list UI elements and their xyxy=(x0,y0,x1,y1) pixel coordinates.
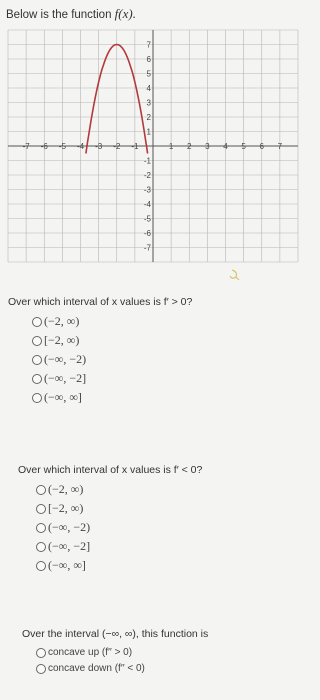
x-tick-label: -2 xyxy=(113,142,121,151)
q1-option-4[interactable] xyxy=(32,369,86,388)
x-tick-label: -7 xyxy=(22,142,30,151)
q1-option-3-label: (−∞, −2) xyxy=(44,352,87,366)
q2-option-5[interactable] xyxy=(36,556,90,575)
function-graph xyxy=(0,24,312,296)
y-tick-label: 7 xyxy=(146,40,151,50)
question-1-text: Over which interval of x values is f′ > 0? xyxy=(8,296,193,308)
x-tick-label: 6 xyxy=(259,142,264,151)
x-tick-label: -4 xyxy=(76,142,85,151)
q1-option-5-label: (−∞, ∞] xyxy=(44,390,82,404)
y-tick-label: 4 xyxy=(146,84,151,93)
question-2-text: Over which interval of x values is f′ < 0? xyxy=(18,464,203,476)
y-tick-label: 1 xyxy=(146,127,151,137)
q2-option-1-label: (−2, ∞) xyxy=(48,482,84,496)
q1-option-3[interactable] xyxy=(32,350,86,369)
q1-option-4-label: (−∞, −2] xyxy=(44,371,87,385)
q3-option-1-label: concave up (f′′ > 0) xyxy=(48,647,133,658)
x-tick-label: 2 xyxy=(187,142,192,151)
radio-icon[interactable] xyxy=(32,336,42,346)
radio-icon[interactable] xyxy=(32,374,42,384)
q2-option-5-label: (−∞, ∞] xyxy=(48,558,86,572)
y-tick-label: -5 xyxy=(143,214,151,224)
q1-option-2-label: [−2, ∞) xyxy=(44,333,80,347)
q2-option-4[interactable] xyxy=(36,537,90,556)
q3-option-2-label: concave down (f′′ < 0) xyxy=(48,663,145,674)
question-2-options xyxy=(36,480,90,575)
radio-icon[interactable] xyxy=(36,664,46,674)
x-tick-label: -5 xyxy=(58,142,66,151)
q3-option-2[interactable] xyxy=(36,661,145,677)
question-1-options xyxy=(32,312,86,407)
pencil-icon[interactable] xyxy=(230,270,239,280)
radio-icon[interactable] xyxy=(36,485,46,495)
y-tick-label: -3 xyxy=(143,185,151,195)
radio-icon[interactable] xyxy=(36,504,46,514)
y-tick-label: -4 xyxy=(143,200,151,209)
question-3-text: Over the interval (−∞, ∞), this function is xyxy=(22,628,209,640)
x-tick-label: -3 xyxy=(95,142,103,151)
q2-option-4-label: (−∞, −2] xyxy=(48,539,91,553)
x-tick-label: 3 xyxy=(205,142,210,151)
question-3-options xyxy=(36,645,145,677)
q2-option-3[interactable] xyxy=(36,518,90,537)
intro-text xyxy=(6,6,136,22)
y-tick-label: 2 xyxy=(146,113,151,122)
y-tick-label: -7 xyxy=(143,243,151,253)
x-tick-label: -6 xyxy=(40,142,48,151)
q3-option-1[interactable] xyxy=(36,645,145,661)
x-tick-label: 1 xyxy=(168,142,174,151)
radio-icon[interactable] xyxy=(32,317,42,327)
intro-function: f(x). xyxy=(114,6,136,21)
q1-option-1[interactable] xyxy=(32,312,86,331)
x-tick-label: 7 xyxy=(277,142,283,151)
y-tick-label: 5 xyxy=(146,69,151,79)
x-tick-label: 5 xyxy=(241,142,246,151)
y-tick-label: 3 xyxy=(146,98,151,108)
x-tick-label: 4 xyxy=(223,142,228,151)
y-tick-label: -6 xyxy=(143,229,151,238)
y-tick-label: -2 xyxy=(143,171,151,180)
axes xyxy=(8,30,298,262)
intro-prefix: Below is the function xyxy=(6,9,115,21)
q2-option-3-label: (−∞, −2) xyxy=(48,520,91,534)
q2-option-2-label: [−2, ∞) xyxy=(48,501,84,515)
radio-icon[interactable] xyxy=(32,355,42,365)
q1-option-1-label: (−2, ∞) xyxy=(44,314,80,328)
radio-icon[interactable] xyxy=(36,648,46,658)
radio-icon[interactable] xyxy=(36,561,46,571)
y-tick-label: 6 xyxy=(146,55,151,64)
radio-icon[interactable] xyxy=(36,542,46,552)
q2-option-1[interactable] xyxy=(36,480,90,499)
q2-option-2[interactable] xyxy=(36,499,90,518)
q1-option-5[interactable] xyxy=(32,388,86,407)
radio-icon[interactable] xyxy=(36,523,46,533)
x-tick-label: -1 xyxy=(131,142,139,151)
radio-icon[interactable] xyxy=(32,393,42,403)
q1-option-2[interactable] xyxy=(32,331,86,350)
y-tick-label: -1 xyxy=(143,156,151,166)
